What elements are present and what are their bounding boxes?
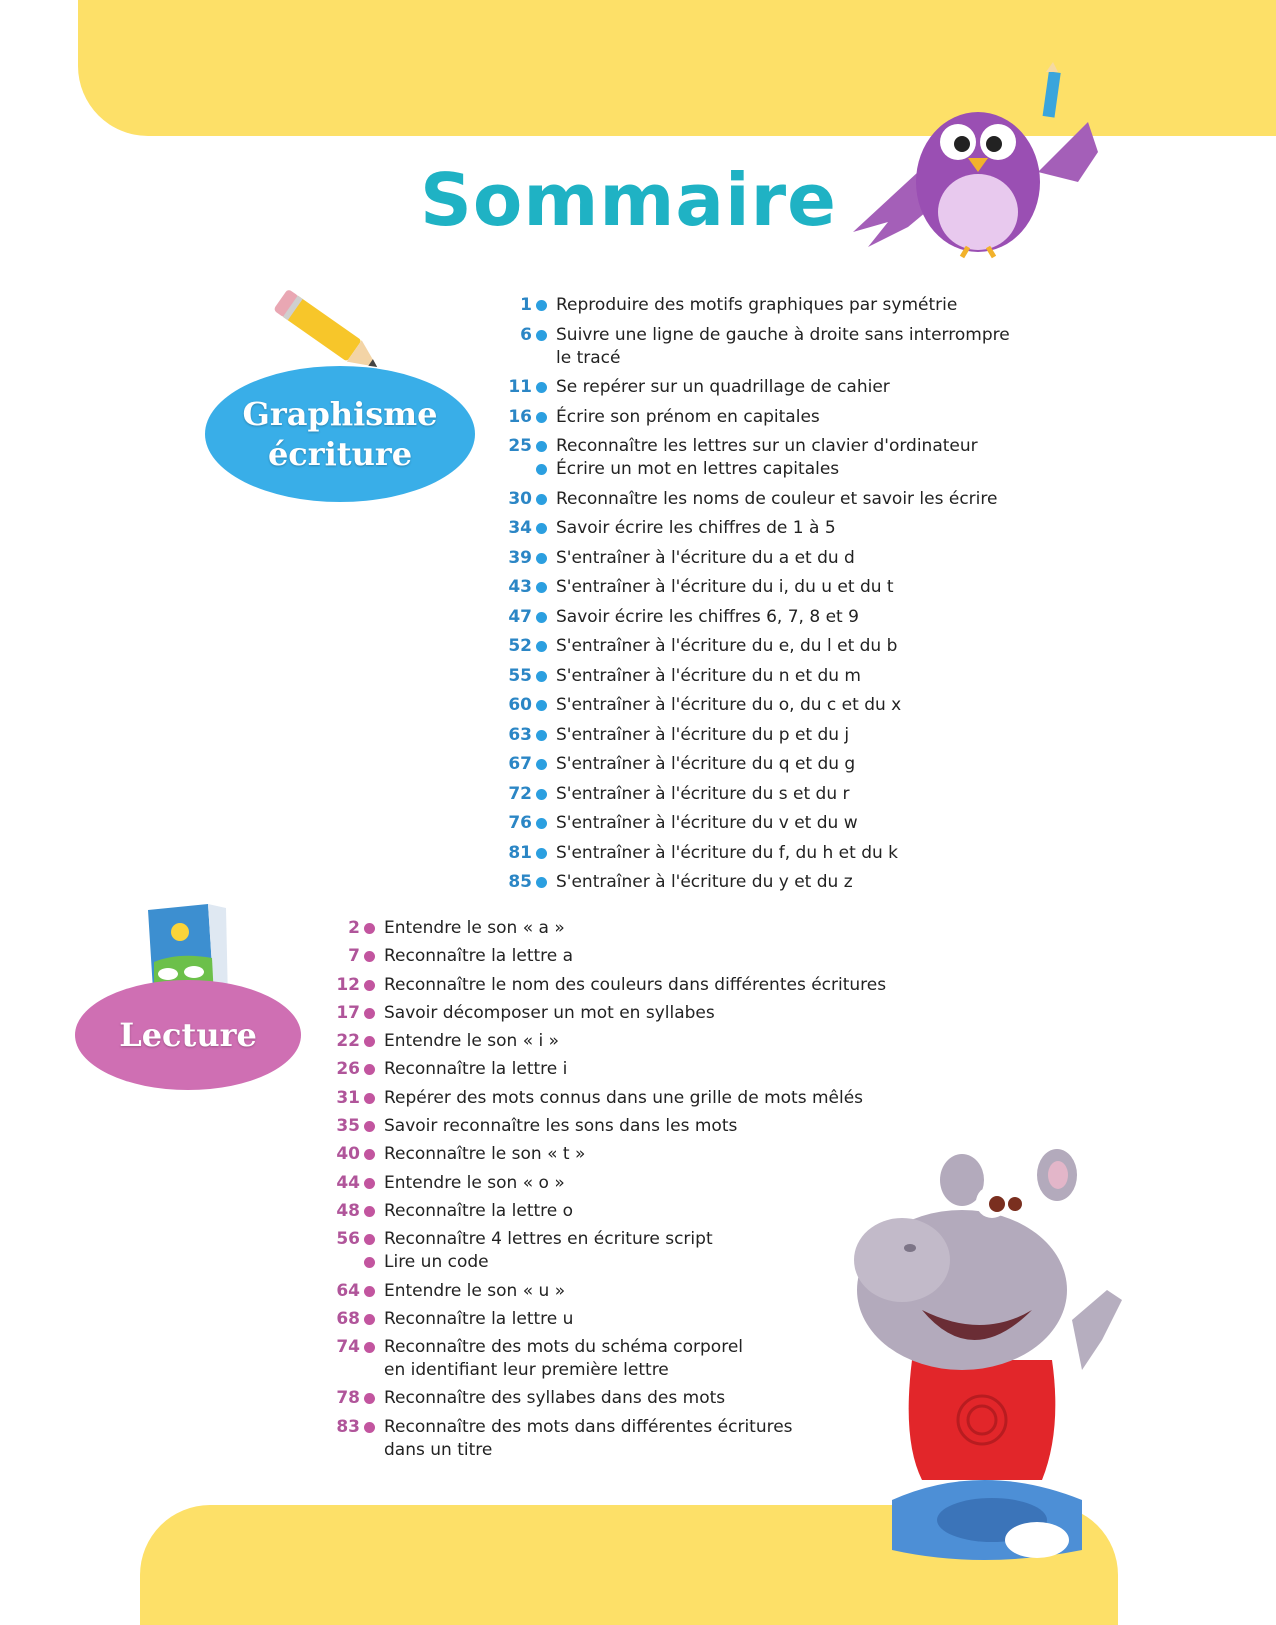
entry-text: Savoir reconnaître les sons dans les mots: [384, 1116, 738, 1137]
toc-entry: [330, 1280, 970, 1303]
toc-entry: [500, 324, 1080, 370]
page-number: 78: [336, 1388, 360, 1409]
toc-entry: [330, 1087, 970, 1110]
bullet-icon: [364, 1008, 375, 1019]
bullet-icon: [536, 553, 547, 564]
entry-text: le tracé: [556, 347, 621, 368]
entry-text: S'entraîner à l'écriture du f, du h et du k: [556, 842, 899, 863]
toc-entry: [330, 1058, 970, 1081]
toc-entry: [500, 376, 1080, 399]
toc-entry: [500, 294, 1080, 317]
bullet-icon: [364, 1257, 375, 1268]
lecture-toc-list: [330, 917, 970, 1467]
badge-line: écriture: [267, 435, 413, 473]
entry-text: Savoir écrire les chiffres 6, 7, 8 et 9: [556, 606, 859, 627]
toc-entry: [330, 974, 970, 997]
entry-text: Reconnaître le nom des couleurs dans différentes écritures: [384, 974, 887, 995]
bullet-icon: [536, 523, 547, 534]
entry-text: Reconnaître les lettres sur un clavier d'ordinateur: [556, 436, 978, 456]
toc-entry: [500, 842, 1080, 865]
entry-text: S'entraîner à l'écriture du o, du c et du x: [556, 695, 902, 715]
page-number: 35: [336, 1116, 360, 1137]
bullet-icon: [536, 612, 547, 623]
bullet-icon: [536, 382, 547, 393]
bullet-icon: [364, 980, 375, 991]
bullet-icon: [364, 1393, 375, 1404]
page-number: 40: [336, 1144, 360, 1165]
bullet-icon: [536, 789, 547, 800]
entry-text: dans un titre: [384, 1439, 493, 1460]
page-number: 74: [336, 1337, 360, 1358]
bullet-icon: [536, 412, 547, 423]
toc-entry: [500, 724, 1080, 747]
entry-text: Repérer des mots connus dans une grille de mots mêlés: [384, 1087, 864, 1108]
bullet-icon: [536, 494, 547, 505]
page-number: 11: [508, 377, 532, 397]
entry-text: en identifiant leur première lettre: [384, 1360, 669, 1381]
page-title: Sommaire: [420, 158, 837, 242]
toc-entry: [500, 576, 1080, 599]
bullet-icon: [536, 582, 547, 593]
bullet-icon: [536, 441, 547, 452]
bullet-icon: [364, 1342, 375, 1353]
entry-text: Reconnaître le son « t »: [384, 1144, 586, 1165]
entry-text: Reproduire des motifs graphiques par symétrie: [556, 295, 958, 315]
bullet-icon: [364, 1064, 375, 1075]
page-number: 43: [508, 577, 532, 597]
page-number: 44: [336, 1172, 360, 1193]
graphisme-toc-list: [500, 294, 1080, 901]
bullet-icon: [536, 818, 547, 829]
bullet-icon: [536, 300, 547, 311]
entry-text: Entendre le son « i »: [384, 1031, 560, 1052]
toc-entry: [500, 665, 1080, 688]
page-number: 47: [508, 606, 532, 627]
page-number: 48: [336, 1200, 360, 1221]
toc-entry: [500, 517, 1080, 540]
toc-entry: [330, 1115, 970, 1138]
page-number: 16: [508, 406, 532, 427]
page-number: 85: [508, 872, 532, 892]
entry-text: S'entraîner à l'écriture du v et du w: [556, 813, 858, 833]
toc-entry: [330, 1416, 970, 1462]
entry-text: Savoir décomposer un mot en syllabes: [384, 1002, 715, 1023]
page-number: 39: [508, 547, 532, 568]
entry-subtext: Écrire un mot en lettres capitales: [556, 459, 840, 479]
toc-entry: [330, 1336, 970, 1382]
bullet-icon: [536, 641, 547, 652]
page-number: 56: [336, 1229, 360, 1250]
page-number: 55: [508, 665, 532, 686]
badge-line: Lecture: [119, 1016, 257, 1054]
entry-text: S'entraîner à l'écriture du e, du l et du b: [556, 636, 898, 656]
entry-text: S'entraîner à l'écriture du y et du z: [556, 872, 853, 892]
page-number: 12: [336, 974, 360, 995]
bullet-icon: [536, 730, 547, 741]
bullet-icon: [536, 848, 547, 859]
page-number: 34: [508, 518, 532, 538]
entry-text: S'entraîner à l'écriture du p et du j: [556, 724, 850, 745]
entry-text: Reconnaître 4 lettres en écriture script: [384, 1229, 713, 1250]
bullet-icon: [536, 671, 547, 682]
page-number: 64: [336, 1280, 360, 1301]
bullet-icon: [536, 464, 547, 475]
bullet-icon: [364, 951, 375, 962]
bullet-icon: [536, 759, 547, 770]
entry-subtext: Lire un code: [384, 1252, 489, 1273]
toc-entry: [330, 1143, 970, 1166]
page-number: 52: [508, 636, 532, 656]
bullet-icon: [364, 1234, 375, 1245]
page-number: 17: [336, 1002, 360, 1023]
bullet-icon: [536, 700, 547, 711]
toc-entry: [500, 753, 1080, 776]
page-number: 30: [508, 488, 532, 509]
page-number: 7: [348, 946, 360, 967]
bullet-icon: [364, 1314, 375, 1325]
page-number: 67: [508, 754, 532, 774]
toc-entry: [330, 1308, 970, 1331]
page-number: 63: [508, 724, 532, 745]
toc-entry: [330, 1200, 970, 1223]
entry-text: S'entraîner à l'écriture du q et du g: [556, 754, 856, 774]
page-number: 26: [336, 1059, 360, 1080]
entry-text: Écrire son prénom en capitales: [556, 406, 820, 427]
toc-entry: [330, 1228, 970, 1274]
entry-text: Suivre une ligne de gauche à droite sans interrompre: [556, 324, 1010, 345]
toc-entry: [500, 694, 1080, 717]
toc-entry: [500, 435, 1080, 481]
section-badge-lecture: [75, 980, 301, 1090]
entry-text: Entendre le son « a »: [384, 918, 565, 938]
toc-entry: [500, 547, 1080, 570]
page-number: 60: [508, 695, 532, 715]
bullet-icon: [364, 1093, 375, 1104]
toc-entry: [500, 488, 1080, 511]
page-number: 76: [508, 813, 532, 833]
page-number: 6: [520, 324, 532, 345]
entry-text: Reconnaître la lettre o: [384, 1200, 574, 1221]
bullet-icon: [364, 1206, 375, 1217]
toc-entry: [500, 871, 1080, 894]
entry-text: S'entraîner à l'écriture du i, du u et du t: [556, 577, 894, 597]
entry-text: Reconnaître les noms de couleur et savoir les écrire: [556, 488, 998, 509]
entry-text: Reconnaître la lettre a: [384, 946, 574, 967]
bullet-icon: [364, 1036, 375, 1047]
entry-text: Se repérer sur un quadrillage de cahier: [556, 377, 890, 397]
toc-entry: [500, 783, 1080, 806]
entry-text: Reconnaître des syllabes dans des mots: [384, 1388, 726, 1409]
entry-text: Reconnaître des mots du schéma corporel: [384, 1337, 744, 1358]
toc-entry: [330, 1002, 970, 1025]
toc-entry: [500, 406, 1080, 429]
toc-entry: [330, 1172, 970, 1195]
page-number: 83: [336, 1416, 360, 1437]
bullet-icon: [364, 1149, 375, 1160]
bullet-icon: [536, 877, 547, 888]
toc-entry: [500, 606, 1080, 629]
page-number: 81: [508, 842, 532, 863]
entry-text: Reconnaître la lettre i: [384, 1059, 568, 1080]
page-number: 2: [348, 918, 360, 938]
page-number: 1: [520, 295, 532, 315]
section-badge-graphisme: [205, 366, 475, 502]
entry-text: Savoir écrire les chiffres de 1 à 5: [556, 518, 836, 538]
toc-entry: [330, 1387, 970, 1410]
bullet-icon: [364, 923, 375, 934]
toc-entry: [330, 1030, 970, 1053]
bullet-icon: [364, 1178, 375, 1189]
page-number: 68: [336, 1308, 360, 1329]
bullet-icon: [364, 1286, 375, 1297]
entry-text: S'entraîner à l'écriture du s et du r: [556, 783, 850, 804]
toc-entry: [500, 635, 1080, 658]
entry-text: Reconnaître des mots dans différentes écritures: [384, 1416, 793, 1437]
entry-text: Reconnaître la lettre u: [384, 1308, 574, 1329]
page-number: 31: [336, 1087, 360, 1108]
toc-entry: [500, 812, 1080, 835]
bullet-icon: [536, 330, 547, 341]
entry-text: Entendre le son « u »: [384, 1280, 566, 1301]
toc-entry: [330, 945, 970, 968]
page-number: 72: [508, 783, 532, 804]
bird-mascot-icon: [848, 62, 1108, 262]
toc-entry: [330, 917, 970, 940]
entry-text: S'entraîner à l'écriture du n et du m: [556, 665, 861, 686]
entry-text: Entendre le son « o »: [384, 1172, 565, 1193]
page-number: 25: [508, 436, 532, 456]
page-number: 22: [336, 1031, 360, 1052]
badge-line: Graphisme: [242, 395, 438, 433]
entry-text: S'entraîner à l'écriture du a et du d: [556, 547, 855, 568]
bullet-icon: [364, 1422, 375, 1433]
bullet-icon: [364, 1121, 375, 1132]
